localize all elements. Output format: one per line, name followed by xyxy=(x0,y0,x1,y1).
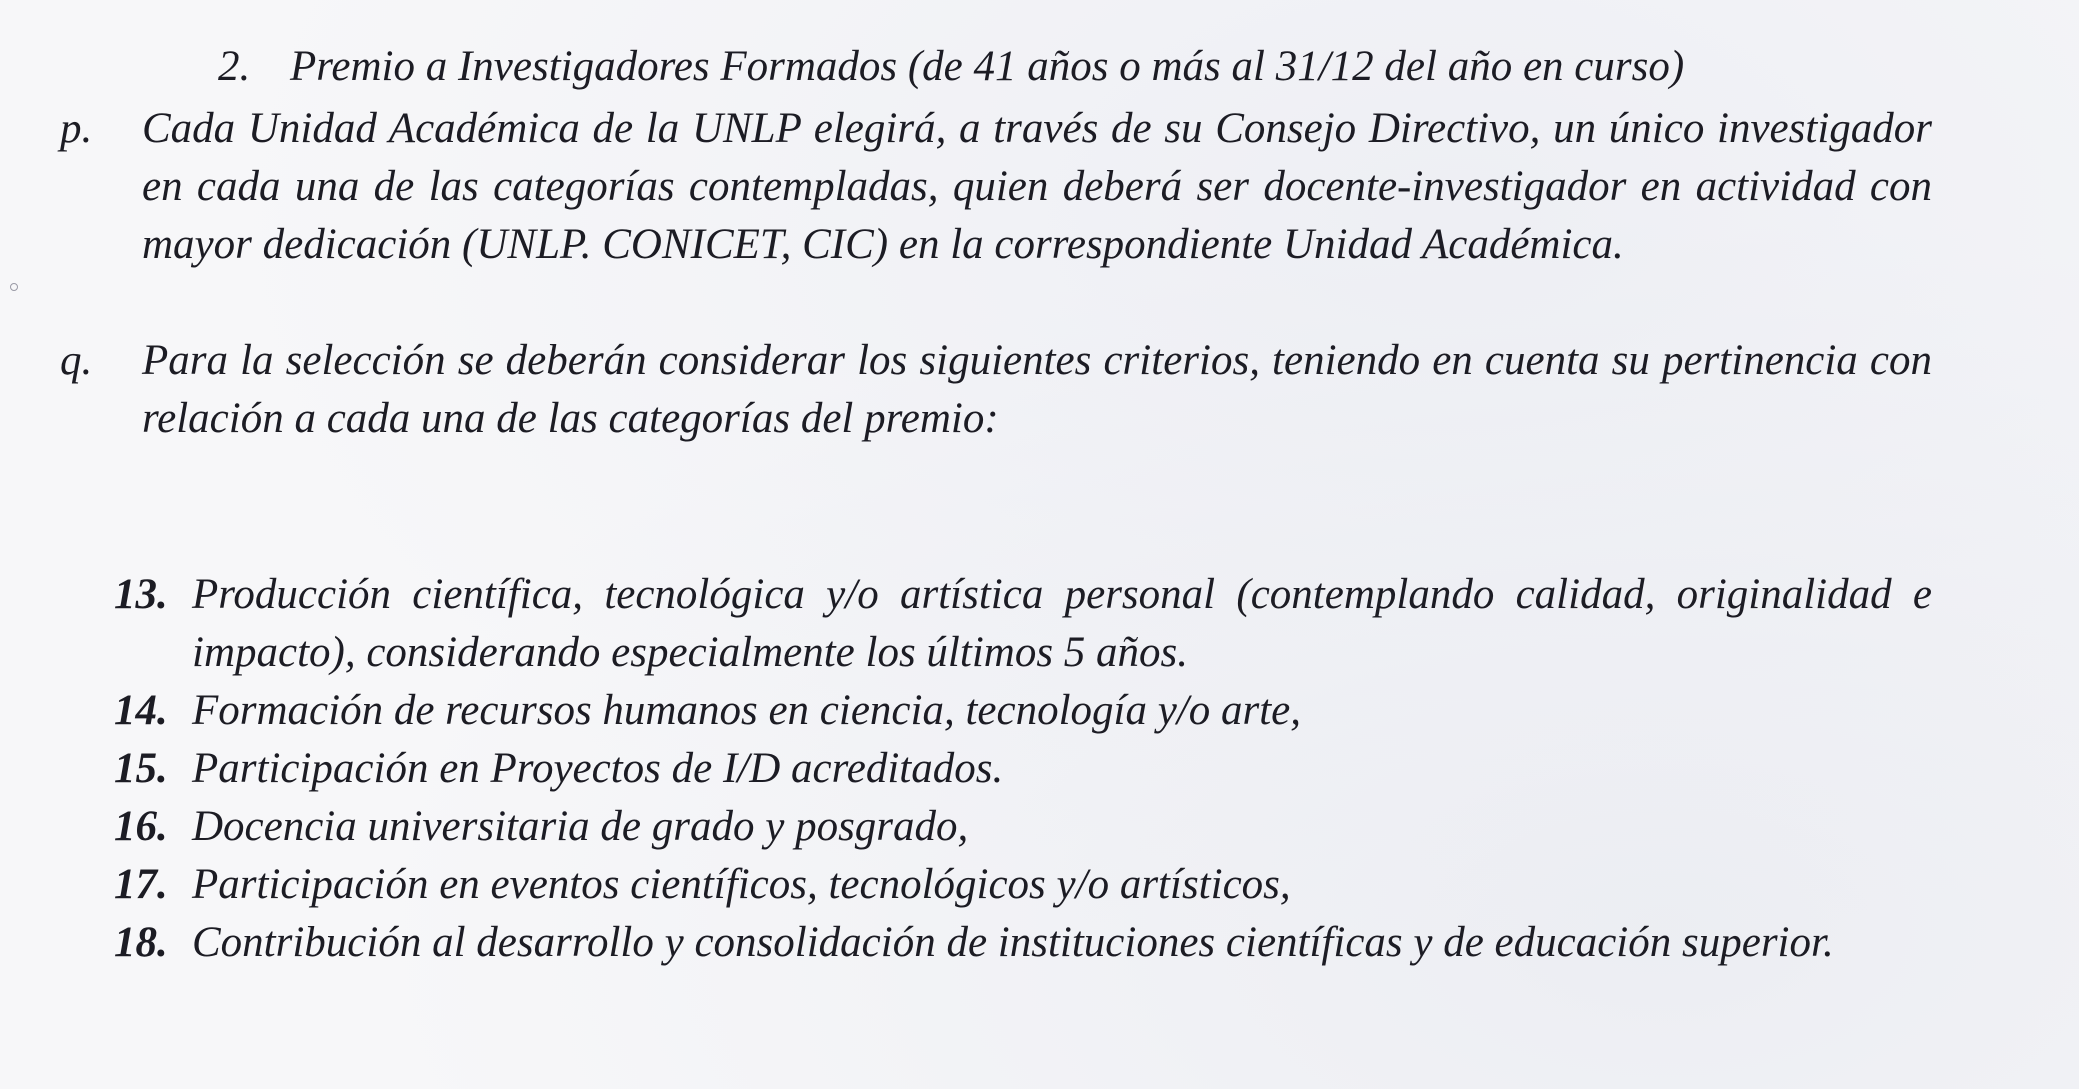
paragraph-text: Para la selección se deberán considerar los siguientes criterios, teniendo en cuenta su pertinencia con relación a cada una de las categorías del premio: xyxy=(142,337,1932,442)
paragraph-letter: p. xyxy=(60,105,93,152)
criterion-text: Contribución al desarrollo y consolidación de instituciones científicas y de educación superior. xyxy=(192,919,1834,966)
criterion-text: Docencia universitaria de grado y posgrado, xyxy=(192,803,969,850)
criterion-number: 15. xyxy=(114,745,168,792)
criterion-text: Participación en eventos científicos, tecnológicos y/o artísticos, xyxy=(192,861,1291,908)
section-title: Premio a Investigadores Formados (de 41 años o más al 31/12 del año en curso) xyxy=(290,43,1685,90)
criterion-text: Producción científica, tecnológica y/o artística personal (contemplando calidad, originalidad e impacto), considerando especialmente los últimos 5 años. xyxy=(192,571,1932,676)
paragraph-letter: q. xyxy=(60,337,93,384)
list-item xyxy=(114,740,1932,798)
section-heading xyxy=(218,38,1684,96)
criterion-number: 14. xyxy=(114,687,168,734)
criterion-number: 18. xyxy=(114,919,168,966)
criterion-number: 13. xyxy=(114,571,168,618)
criteria-list xyxy=(114,566,1932,972)
list-item xyxy=(114,856,1932,914)
criterion-text: Formación de recursos humanos en ciencia, tecnología y/o arte, xyxy=(192,687,1302,734)
criterion-text: Participación en Proyectos de I/D acreditados. xyxy=(192,745,1004,792)
list-item xyxy=(114,798,1932,856)
criterion-number: 16. xyxy=(114,803,168,850)
paragraph-text: Cada Unidad Académica de la UNLP elegirá, a través de su Consejo Directivo, un único investigador en cada una de las categorías contempladas, quien deberá ser docente-investigador en actividad con mayor dedicación (UNLP. CONICET, CIC) en la correspondiente Unidad Académica. xyxy=(142,105,1932,268)
scan-speck xyxy=(10,283,18,291)
list-item xyxy=(114,914,1932,972)
list-item xyxy=(114,682,1932,740)
criterion-number: 17. xyxy=(114,861,168,908)
list-item xyxy=(114,566,1932,682)
paragraph-p xyxy=(60,100,1932,274)
paragraph-q xyxy=(60,332,1932,448)
section-number: 2. xyxy=(218,43,251,90)
